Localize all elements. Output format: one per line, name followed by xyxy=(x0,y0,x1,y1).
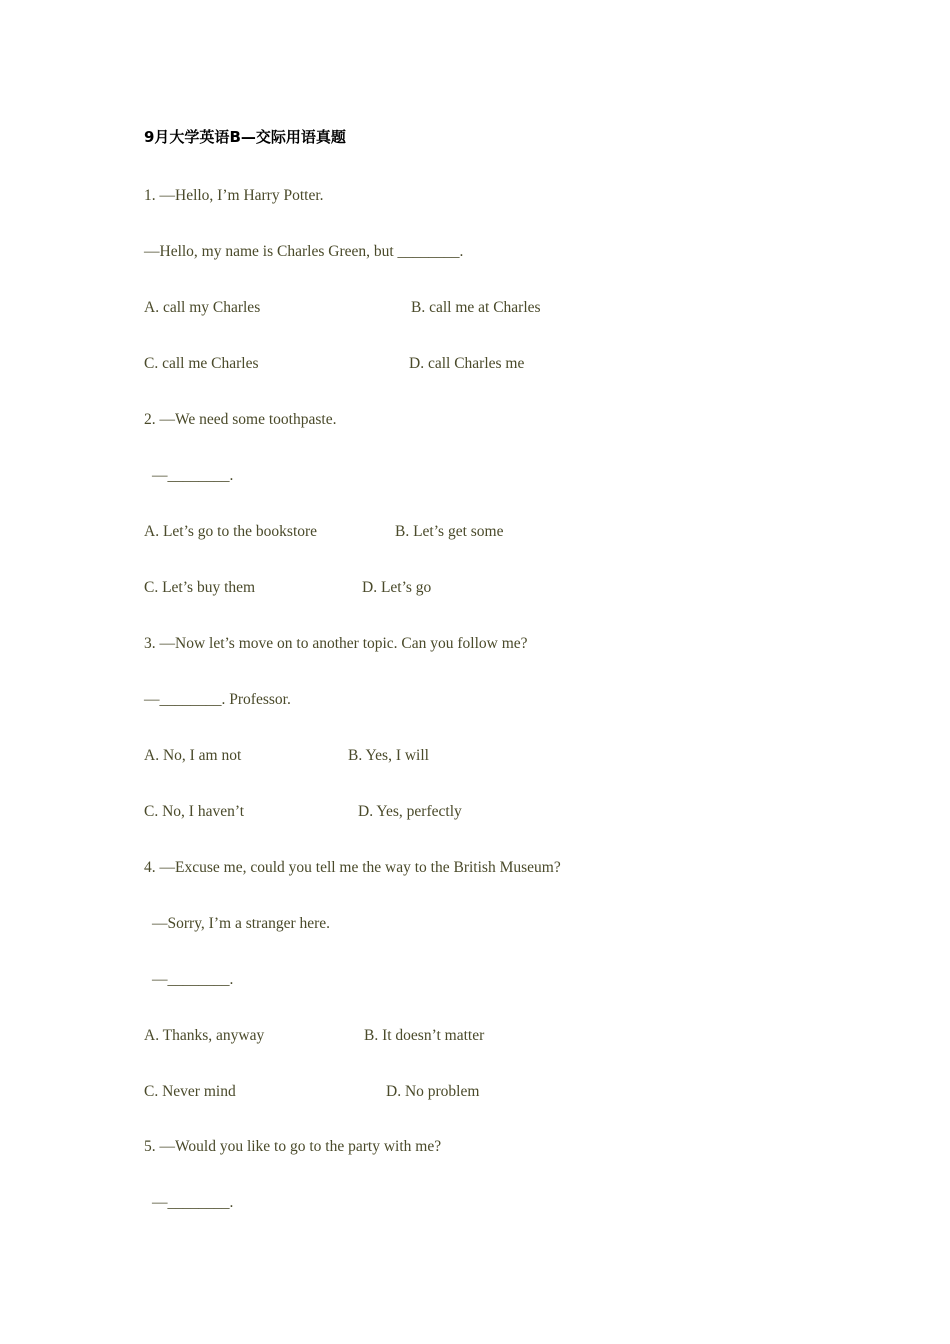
q5-reply: —________. xyxy=(152,1194,234,1211)
q4-prompt: 4. —Excuse me, could you tell me the way to the British Museum? xyxy=(144,859,561,876)
q1-option-a: A. call my Charles xyxy=(144,299,261,316)
q1-reply: —Hello, my name is Charles Green, but ________. xyxy=(144,243,464,260)
q4-option-a: A. Thanks, anyway xyxy=(144,1027,265,1044)
q2-prompt: 2. —We need some toothpaste. xyxy=(144,411,337,428)
q1-option-c: C. call me Charles xyxy=(144,355,259,372)
q1-option-d: D. call Charles me xyxy=(409,355,525,372)
q2-option-b: B. Let’s get some xyxy=(395,523,504,540)
q1-prompt: 1. —Hello, I’m Harry Potter. xyxy=(144,187,324,204)
q1-option-b: B. call me at Charles xyxy=(411,299,541,316)
q2-option-a: A. Let’s go to the bookstore xyxy=(144,523,318,540)
q3-option-b: B. Yes, I will xyxy=(348,747,429,764)
q2-reply: —________. xyxy=(152,467,234,484)
q3-reply: —________. Professor. xyxy=(144,691,291,708)
q3-option-a: A. No, I am not xyxy=(144,747,242,764)
q3-option-c: C. No, I haven’t xyxy=(144,803,245,820)
q5-prompt: 5. —Would you like to go to the party with me? xyxy=(144,1138,442,1155)
q3-prompt: 3. —Now let’s move on to another topic. Can you follow me? xyxy=(144,635,528,652)
q4-reply-2: —________. xyxy=(152,971,234,988)
q2-option-d: D. Let’s go xyxy=(362,579,432,596)
q4-option-d: D. No problem xyxy=(386,1083,480,1100)
q4-option-b: B. It doesn’t matter xyxy=(364,1027,485,1044)
q4-option-c: C. Never mind xyxy=(144,1083,236,1100)
q4-reply-1: —Sorry, I’m a stranger here. xyxy=(152,915,331,932)
q2-option-c: C. Let’s buy them xyxy=(144,579,256,596)
q3-option-d: D. Yes, perfectly xyxy=(358,803,462,820)
page-title: 9月大学英语B—交际用语真题 xyxy=(144,128,346,146)
